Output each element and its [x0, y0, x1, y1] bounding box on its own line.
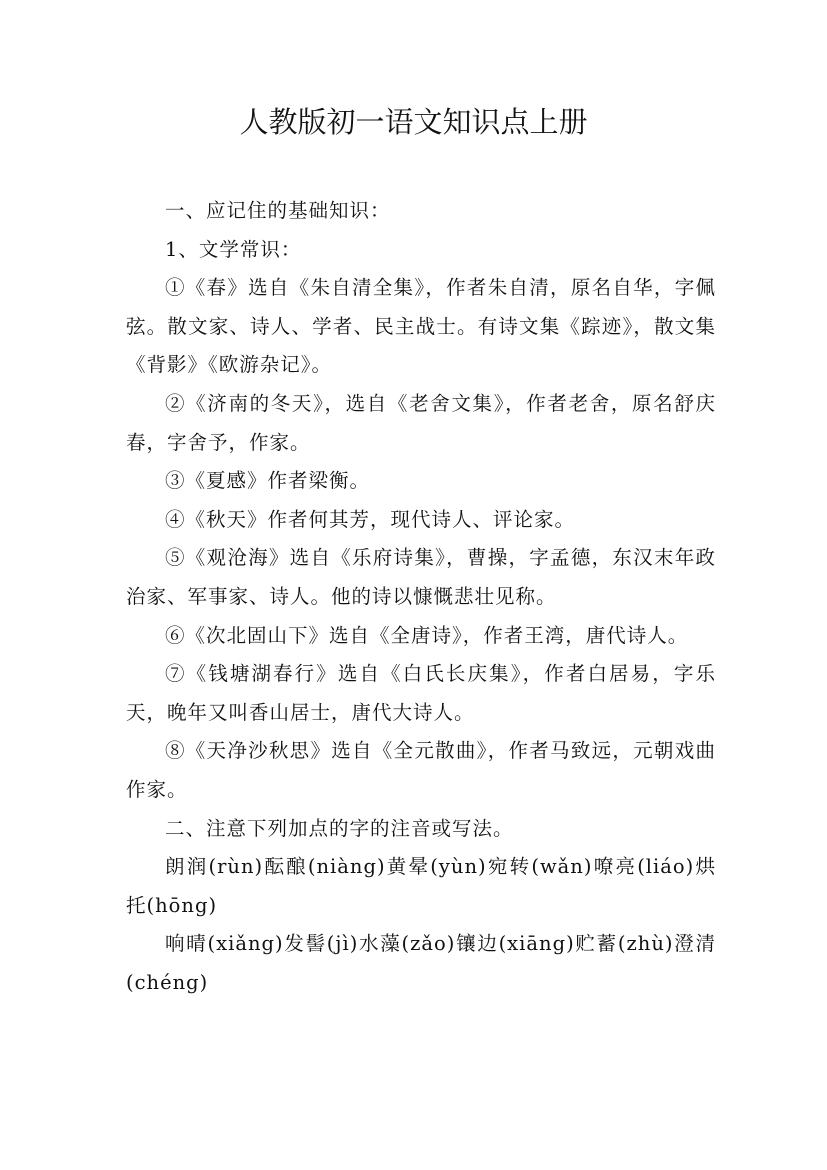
section-heading: 二、注意下列加点的字的注音或写法。	[165, 816, 514, 840]
pinyin-paragraph: 响晴(xiǎng)发髻(jì)水藻(zǎo)镶边(xiāng)贮蓄(zhù)澄清(chéng)	[126, 932, 716, 994]
paragraph: ⑦《钱塘湖春行》选自《白氏长庆集》，作者白居易，字乐天，晚年又叫香山居士，唐代大诗人。	[126, 662, 716, 724]
document-body	[126, 192, 716, 1002]
paragraph: ②《济南的冬天》，选自《老舍文集》，作者老舍，原名舒庆春，字舍予，作家。	[126, 391, 716, 454]
paragraph: ①《春》选自《朱自清全集》，作者朱自清，原名自华，字佩弦。散文家、诗人、学者、民主战士。有诗文集《踪迹》，散文集《背影》《欧游杂记》。	[126, 276, 716, 377]
paragraph: ⑤《观沧海》选自《乐府诗集》，曹操，字孟德，东汉末年政治家、军事家、诗人。他的诗以慷慨悲壮见称。	[126, 546, 716, 608]
section-heading: 一、应记住的基础知识：	[165, 199, 391, 222]
subsection-heading: 1、文学常识：	[165, 237, 302, 261]
document-title: 人教版初一语文知识点上册	[239, 105, 588, 139]
paragraph: ⑧《天净沙秋思》选自《全元散曲》，作者马致远，元朝戏曲作家。	[126, 739, 716, 801]
pinyin-paragraph: 朗润(rùn)酝酿(niàng)黄晕(yùn)宛转(wǎn)嘹亮(liáo)烘托(hōng)	[126, 855, 716, 917]
paragraph: ④《秋天》作者何其芳，现代诗人、评论家。	[165, 507, 576, 531]
paragraph: ③《夏感》作者梁衡。	[165, 469, 371, 493]
paragraph: ⑥《次北固山下》选自《全唐诗》，作者王湾，唐代诗人。	[165, 623, 689, 647]
